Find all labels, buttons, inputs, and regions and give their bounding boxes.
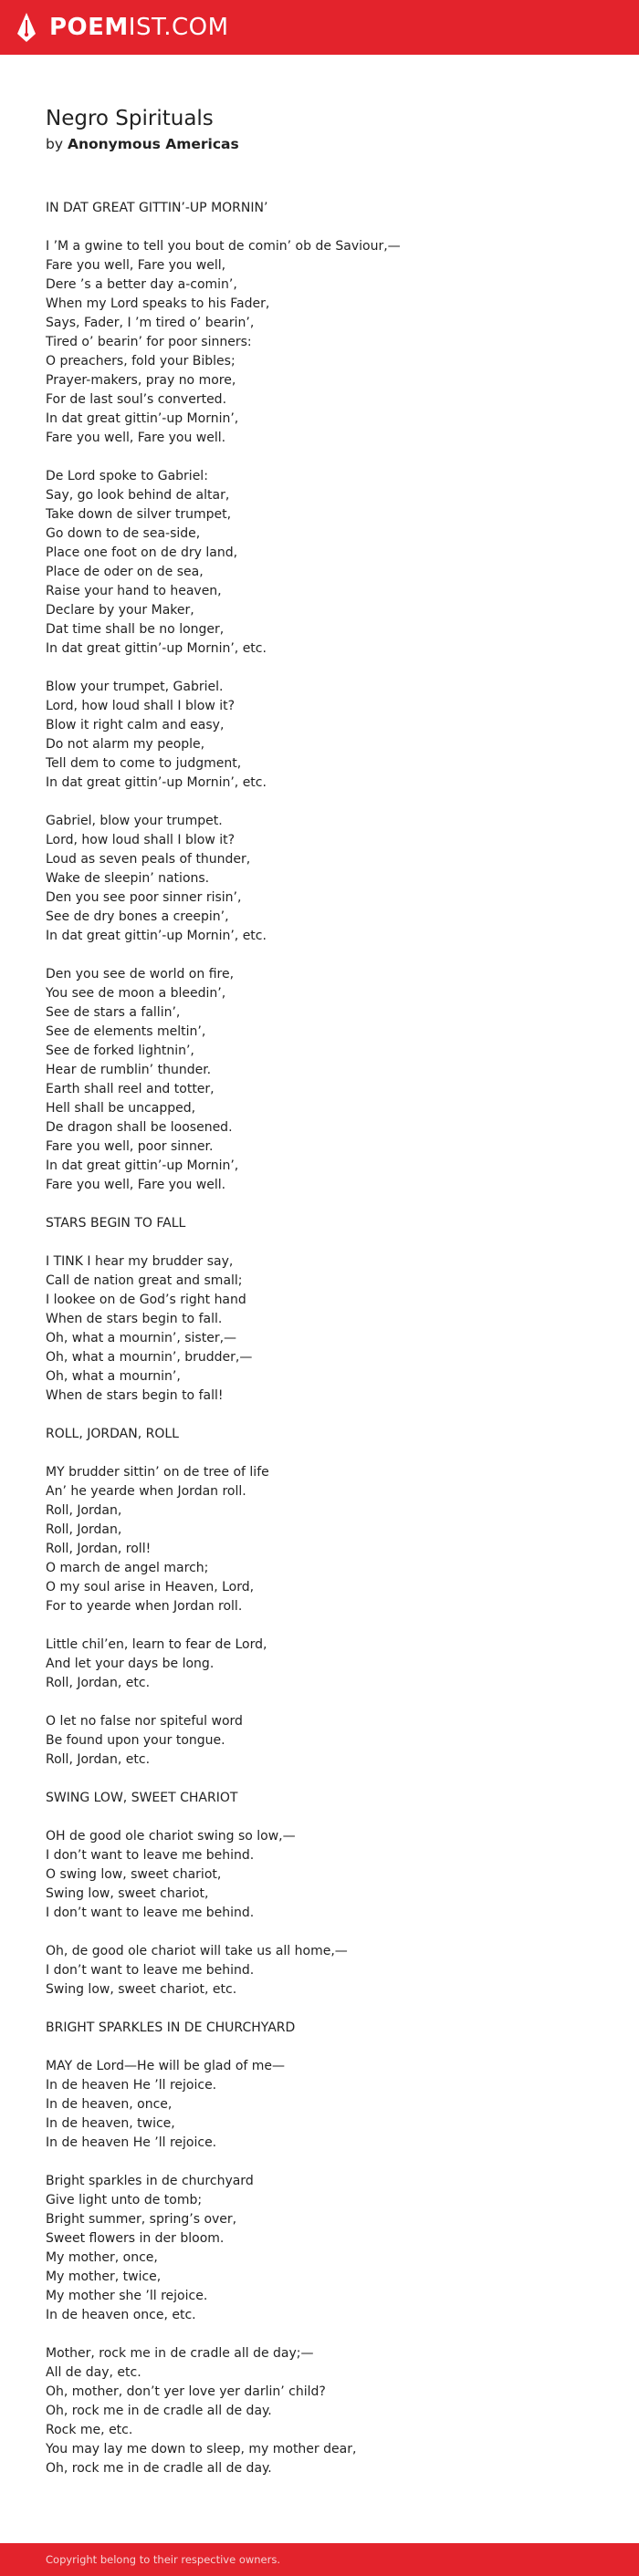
poem-line: In de heaven He ’ll rejoice.: [46, 2135, 217, 2150]
poem-title: Negro Spirituals: [46, 107, 214, 130]
poem-line: Say, go look behind de altar,: [46, 488, 230, 503]
poem-byline: [46, 134, 239, 154]
poem-line: In dat great gittin’-up Mornin’, etc.: [46, 929, 267, 943]
poem-line: In de heaven, twice,: [46, 2116, 175, 2131]
poem-line: Declare by your Maker,: [46, 603, 194, 618]
poem-line: Place de oder on de sea,: [46, 565, 204, 579]
poem-line: Hear de rumblin’ thunder.: [46, 1063, 212, 1077]
poem-line: Oh, de good ole chariot will take us all home,—: [46, 1944, 348, 1958]
poem-line: Earth shall reel and totter,: [46, 1082, 215, 1096]
poem-line: Gabriel, blow your trumpet.: [46, 814, 223, 828]
poem-line: In dat great gittin’-up Mornin’, etc.: [46, 641, 267, 656]
poem-line: Loud as seven peals of thunder,: [46, 852, 251, 867]
poem-line: Dere ’s a better day a-comin’,: [46, 277, 237, 292]
poem-line: Lord, how loud shall I blow it?: [46, 699, 236, 713]
poem-line: When my Lord speaks to his Fader,: [46, 296, 270, 311]
poem-line: My mother, twice,: [46, 2270, 162, 2284]
site-logo-text: [49, 11, 229, 44]
poem-line: BRIGHT SPARKLES IN DE CHURCHYARD: [46, 2020, 296, 2035]
poem-line: See de forked lightnin’,: [46, 1044, 194, 1058]
poem-line: See de stars a fallin’,: [46, 1005, 181, 1020]
logo-text-bold: POEM: [49, 14, 129, 41]
poem-line: In dat great gittin’-up Mornin’,: [46, 411, 239, 426]
stanza-gap: [46, 1923, 612, 1942]
poem-line: Fare you well, Fare you well.: [46, 431, 226, 445]
poem-line: Blow your trumpet, Gabriel.: [46, 680, 224, 694]
poem-line: I don’t want to leave me behind.: [46, 1848, 255, 1863]
poem-line: ROLL, JORDAN, ROLL: [46, 1427, 179, 1441]
stanza-gap: [46, 1233, 612, 1252]
poem-line: STARS BEGIN TO FALL: [46, 1216, 186, 1231]
poem-line: In de heaven He ’ll rejoice.: [46, 2078, 217, 2093]
poem-line: Mother, rock me in de cradle all de day;—: [46, 2346, 314, 2361]
poem-line: SWING LOW, SWEET CHARIOT: [46, 1791, 238, 1805]
footer-copyright: Copyright belong to their respective owners.: [46, 2553, 281, 2566]
poem-line: O let no false nor spiteful word: [46, 1714, 243, 1729]
poem-line: Den you see de world on fire,: [46, 967, 235, 982]
poem-line: Place one foot on de dry land,: [46, 545, 238, 560]
poem-line: Roll, Jordan, etc.: [46, 1752, 151, 1767]
poem-line: Oh, what a mournin’, brudder,—: [46, 1350, 253, 1365]
poem-author-link[interactable]: Anonymous Americas: [67, 136, 239, 152]
poem-line: Oh, what a mournin’,: [46, 1369, 181, 1384]
stanza-gap: [46, 2153, 612, 2172]
poem-line: Oh, rock me in de cradle all de day.: [46, 2461, 272, 2476]
poem-line: MAY de Lord—He will be glad of me—: [46, 2059, 286, 2073]
poem-line: OH de good ole chariot swing so low,—: [46, 1829, 296, 1844]
poem-line: Lord, how loud shall I blow it?: [46, 833, 236, 847]
poem-line: Roll, Jordan,: [46, 1503, 122, 1518]
poem-line: Fare you well, poor sinner.: [46, 1139, 214, 1154]
poem-line: See de elements meltin’,: [46, 1024, 206, 1039]
poem-line: In dat great gittin’-up Mornin’,: [46, 1158, 239, 1173]
poem-line: Sweet flowers in der bloom.: [46, 2231, 225, 2246]
stanza-gap: [46, 793, 612, 812]
poem-line: Bright sparkles in de churchyard: [46, 2174, 254, 2188]
site-footer: [0, 2543, 639, 2576]
poem-line: Oh, mother, don’t yer love yer darlin’ child?: [46, 2384, 326, 2399]
poem-line: I don’t want to leave me behind.: [46, 1963, 255, 1978]
poem-line: Raise your hand to heaven,: [46, 584, 222, 598]
poem-line: An’ he yearde when Jordan roll.: [46, 1484, 246, 1499]
poem-line: Swing low, sweet chariot,: [46, 1886, 209, 1901]
stanza-gap: [46, 946, 612, 965]
poem-line: My mother, once,: [46, 2250, 158, 2265]
poem-line: Take down de silver trumpet,: [46, 507, 232, 522]
poem-line: Says, Fader, I ’m tired o’ bearin’,: [46, 316, 255, 330]
stanza-gap: [46, 659, 612, 678]
poem-heading: [46, 106, 239, 154]
poem-line: You may lay me down to sleep, my mother dear,: [46, 2442, 357, 2457]
stanza-gap: [46, 1195, 612, 1214]
poem-line: Blow it right calm and easy,: [46, 718, 225, 732]
poem-line: In de heaven once, etc.: [46, 2308, 196, 2322]
site-logo[interactable]: [16, 11, 229, 44]
poem-line: O swing low, sweet chariot,: [46, 1867, 222, 1882]
poem-line: O my soul arise in Heaven, Lord,: [46, 1580, 255, 1594]
stanza-gap: [46, 218, 612, 237]
stanza-gap: [46, 1406, 612, 1425]
poem-line: Swing low, sweet chariot, etc.: [46, 1982, 237, 1997]
stanza-gap: [46, 2325, 612, 2344]
poem-line: Dat time shall be no longer,: [46, 622, 225, 637]
poem-line: Den you see poor sinner risin’,: [46, 890, 242, 905]
poem-line: In de heaven, once,: [46, 2097, 173, 2112]
poem-line: Go down to de sea-side,: [46, 526, 201, 541]
poem-line: When de stars begin to fall.: [46, 1312, 223, 1326]
poem-line: Oh, what a mournin’, sister,—: [46, 1331, 237, 1345]
poem-line: Hell shall be uncapped,: [46, 1101, 196, 1116]
poem-line: Roll, Jordan, etc.: [46, 1676, 151, 1690]
poem-line: See de dry bones a creepin’,: [46, 909, 229, 924]
poem-line: Do not alarm my people,: [46, 737, 205, 752]
poem-line: MY brudder sittin’ on de tree of life: [46, 1465, 269, 1480]
poem-line: And let your days be long.: [46, 1657, 215, 1671]
poem-line: I TINK I hear my brudder say,: [46, 1254, 234, 1269]
poem-line: Prayer-makers, pray no more,: [46, 373, 236, 388]
poem-line: Wake de sleepin’ nations.: [46, 871, 210, 886]
stanza-gap: [46, 1616, 612, 1636]
poem-line: In dat great gittin’-up Mornin’, etc.: [46, 775, 267, 790]
poem-line: Give light unto de tomb;: [46, 2193, 203, 2207]
poem-line: Rock me, etc.: [46, 2423, 133, 2437]
poem-line: Tell dem to come to judgment,: [46, 756, 242, 771]
stanza-gap: [46, 2000, 612, 2019]
poem-line: You see de moon a bleedin’,: [46, 986, 226, 1001]
poem-line: Call de nation great and small;: [46, 1273, 243, 1288]
poem-line: Be found upon your tongue.: [46, 1733, 225, 1748]
poem-body: [46, 199, 612, 2478]
poem-line: Little chil’en, learn to fear de Lord,: [46, 1637, 267, 1652]
poem-line: O preachers, fold your Bibles;: [46, 354, 236, 369]
stanza-gap: [46, 1444, 612, 1463]
poem-line: For de last soul’s converted.: [46, 392, 227, 407]
poem-line: O march de angel march;: [46, 1561, 209, 1575]
logo-text-rest: IST.COM: [128, 14, 229, 41]
poem-line: Tired o’ bearin’ for poor sinners:: [46, 335, 252, 349]
site-header: [0, 0, 639, 55]
poem-line: All de day, etc.: [46, 2365, 141, 2380]
poem-line: De dragon shall be loosened.: [46, 1120, 233, 1135]
pen-nib-icon: [16, 12, 37, 43]
stanza-gap: [46, 2038, 612, 2057]
stanza-gap: [46, 1770, 612, 1789]
poem-line: I don’t want to leave me behind.: [46, 1906, 255, 1920]
poem-line: De Lord spoke to Gabriel:: [46, 469, 208, 483]
poem-line: Bright summer, spring’s over,: [46, 2212, 237, 2227]
poem-line: For to yearde when Jordan roll.: [46, 1599, 243, 1614]
by-label: by: [46, 136, 64, 152]
poem-line: IN DAT GREAT GITTIN’-UP MORNIN’: [46, 201, 268, 215]
stanza-gap: [46, 1808, 612, 1827]
poem-line: Fare you well, Fare you well.: [46, 1178, 226, 1192]
poem-line: Fare you well, Fare you well,: [46, 258, 226, 273]
poem-line: Roll, Jordan,: [46, 1522, 122, 1537]
poem-line: Roll, Jordan, roll!: [46, 1542, 152, 1556]
poem-line: Oh, rock me in de cradle all de day.: [46, 2404, 272, 2418]
stanza-gap: [46, 1693, 612, 1712]
stanza-gap: [46, 448, 612, 467]
poem-line: I lookee on de God’s right hand: [46, 1293, 246, 1307]
poem-line: My mother she ’ll rejoice.: [46, 2289, 208, 2303]
poem-line: When de stars begin to fall!: [46, 1388, 224, 1403]
poem-line: I ’M a gwine to tell you bout de comin’ ob de Saviour,—: [46, 239, 401, 254]
